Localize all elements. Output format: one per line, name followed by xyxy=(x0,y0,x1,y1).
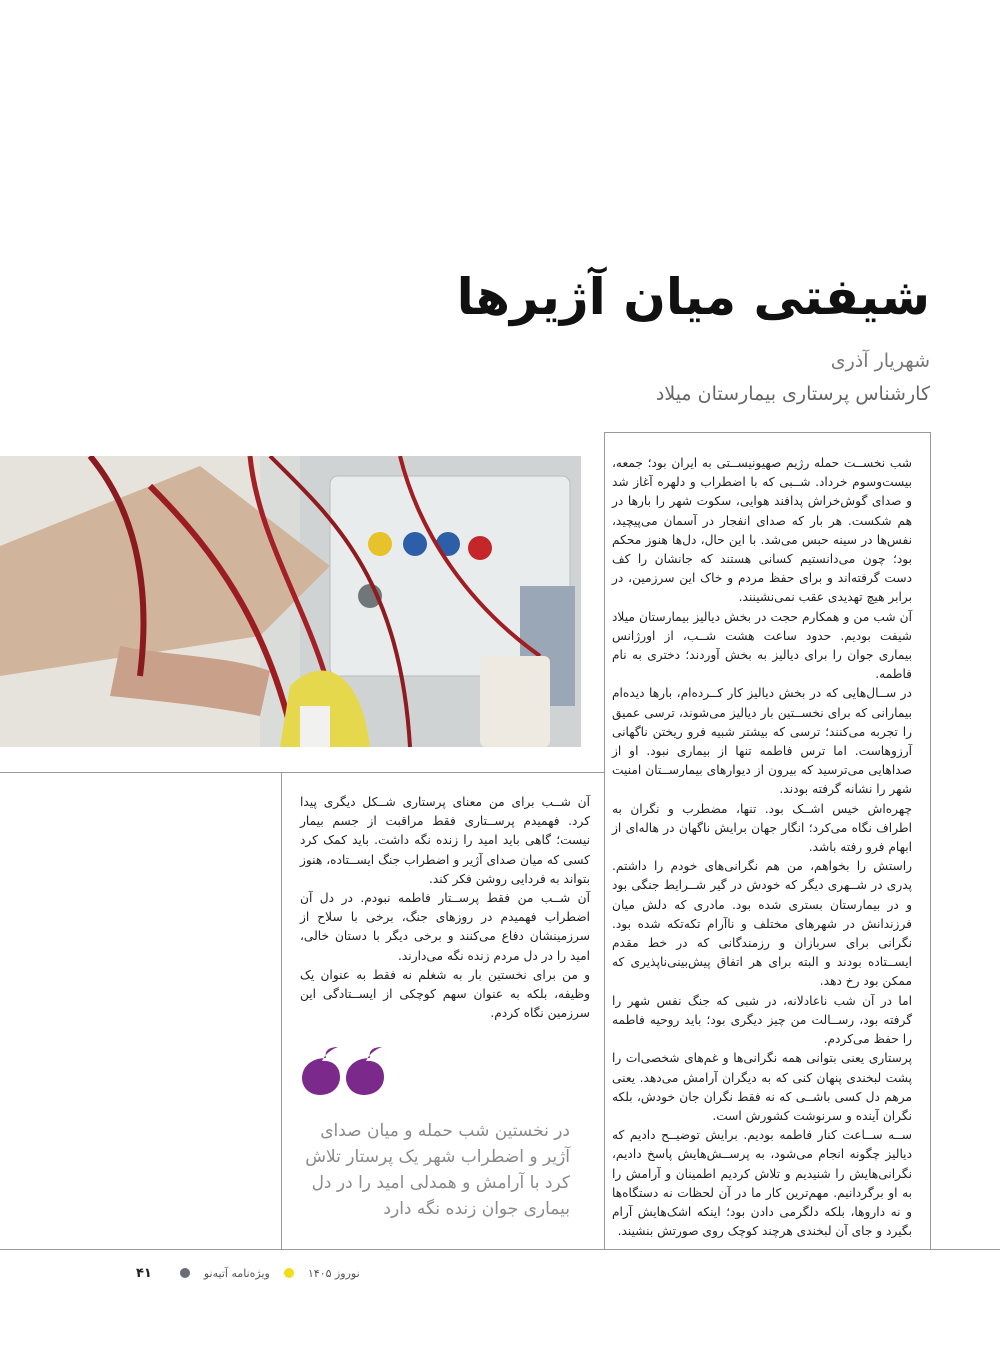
paragraph: آن شــب برای من معنای پرستاری شــکل دیگری پیدا کرد. فهمیدم پرســتاری فقط مراقبت از جسم بیمار نیست؛ گاهی باید امید را زنده نگه داشت. باید کمک کرد کسی که میان صدای آژیر و اضطراب جنگ ایســتاده، هنوز بتواند به فردایی روشن فکر کند. xyxy=(300,795,590,886)
author-role: کارشناس پرستاری بیمارستان میلاد xyxy=(655,383,930,405)
column-divider-right xyxy=(930,432,931,1249)
footer-dot-gray xyxy=(180,1268,190,1278)
paragraph: ســه ســاعت کنار فاطمه بودیم. برایش توضیــح دادیم که دیالیز چگونه انجام می‌شود، به پرســش‌هایش پاسخ دادیم، نگرانی‌هایش را شنیدیم و تلاش کردیم اطمینان و آرامش را به او برگردانیم. مهم‌ترین کار ما در آن لحظات نه دستگاه‌ها و نه داروها، بلکه دلگرمی دادن بود؛ اینکه اشک‌هایش آرام بگیرد و جای آن لبخندی هرچند کوچک روی صورتش بنشیند. xyxy=(612,1128,912,1239)
column-divider-left xyxy=(281,772,282,1249)
publication-name: ویژه‌نامه آتیه‌نو xyxy=(203,1266,270,1280)
paragraph: در ســال‌هایی که در بخش دیالیز کار کــرده‌ام، بارها دیده‌ام بیمارانی که برای نخســتین بار دیالیز می‌شوند، ترسی عمیق را تجربه می‌کنند؛ ترسی که بیشتر شبیه فرو ریختن ناگهانی آرزوهاست. اما ترس فاطمه تنها از بیماری نبود. او از صداهایی می‌ترسید که بیرون از دیوارهای بیمارســتان امنیت شهر را نشانه گرفته بودند. xyxy=(612,686,912,797)
top-rule-right xyxy=(604,432,931,433)
paragraph: چهره‌اش خیس اشــک بود. تنها، مضطرب و نگران به اطراف نگاه می‌کرد؛ انگار جهان برایش ناگهان در هاله‌ای از ابهام فرو رفته باشد. xyxy=(612,801,912,855)
issue-label: نوروز ۱۴۰۵ xyxy=(307,1266,360,1280)
bottom-rule xyxy=(0,1249,1000,1250)
article-column-right xyxy=(612,454,912,1241)
quote-mark-icon xyxy=(300,1044,386,1096)
dialysis-photo xyxy=(0,456,581,747)
article-column-middle xyxy=(300,793,590,1023)
paragraph: راستش را بخواهم، من هم نگرانی‌های خودم را داشتم. پدری در شــهری دیگر که خودش در گیر شــرایط جنگی بود و در بیمارستان بستری شده بود. مادری که دلش میان فرزندانش در شهرهای مختلف و ناآرام تکه‌تکه شده بود. نگرانی برای سربازان و رزمندگانی که در خط مقدم ایســتاده بودند و البته برای هر اتفاق پیش‌بینی‌ناپذیری که ممکن بود رخ دهد. xyxy=(612,859,912,989)
column-divider-middle xyxy=(604,432,605,1249)
paragraph: شب نخســت حمله رژیم صهیونیســتی به ایران بود؛ جمعه، بیست‌وسوم خرداد. شــبی که با اضطراب و دلهره آغاز شد و صدای گوش‌خراش پدافند هوایی، سکوت شهر را بارها در هم شکست. هر بار که صدای انفجار در آسمان می‌پیچید، نفس‌ها در سینه حبس می‌شد. با این حال، دل‌ها هنوز محکم بود؛ چون می‌دانستیم کسانی هستند که جانشان را کف دست گرفته‌اند و برای حفظ مردم و خاک این سرزمین، در برابر هیچ تهدیدی عقب نمی‌نشینند. xyxy=(612,456,912,605)
paragraph: و من برای نخستین بار به شغلم نه فقط به عنوان یک وظیفه، بلکه به عنوان سهم کوچکی از ایســتادگی این سرزمین نگاه کردم. xyxy=(300,967,590,1021)
paragraph: پرستاری یعنی بتوانی همه نگرانی‌ها و غم‌های شخصی‌ات را پشت لبخندی پنهان کنی که به دیگران آرامش می‌دهد. یعنی مرهم دل کسی باشــی که نه فقط نگران جان خودش، بلکه نگران آینده و سرنوشت کشورش است. xyxy=(612,1051,912,1123)
article-title: شیفتی میان آژیرها xyxy=(456,268,930,326)
author-name: شهریار آذری xyxy=(830,350,930,372)
paragraph: آن شب من و همکارم حجت در بخش دیالیز بیمارستان میلاد شیفت بودیم. حدود ساعت هشت شــب، از اورژانس بیماری جوان را برای دیالیز به بخش آوردند؛ دختری به نام فاطمه. xyxy=(612,609,912,682)
paragraph: آن شــب من فقط پرســتار فاطمه نبودم. در دل آن اضطراب فهمیدم در روزهای جنگ، برخی با سلاح از سرزمینشان دفاع می‌کنند و برخی دیگر با دستان خالی، امید را در دل مردم زنده نگه می‌دارند. xyxy=(300,891,590,963)
page-number: ۴۱ xyxy=(136,1265,152,1281)
pull-quote: در نخستین شب حمله و میان صدای آژیر و اضطراب شهر یک پرستار تلاش کرد با آرامش و همدلی امید را در دل بیماری جوان زنده نگه دارد xyxy=(305,1121,570,1219)
paragraph: اما در آن شب ناعادلانه، در شبی که جنگ نفس شهر را گرفته بود، رســالت من چیز دیگری بود؛ باید روحیه فاطمه را حفظ می‌کردم. xyxy=(612,993,912,1047)
footer-dot-yellow xyxy=(284,1268,294,1278)
page-footer xyxy=(136,1264,360,1282)
photo-bottom-rule xyxy=(0,772,604,773)
